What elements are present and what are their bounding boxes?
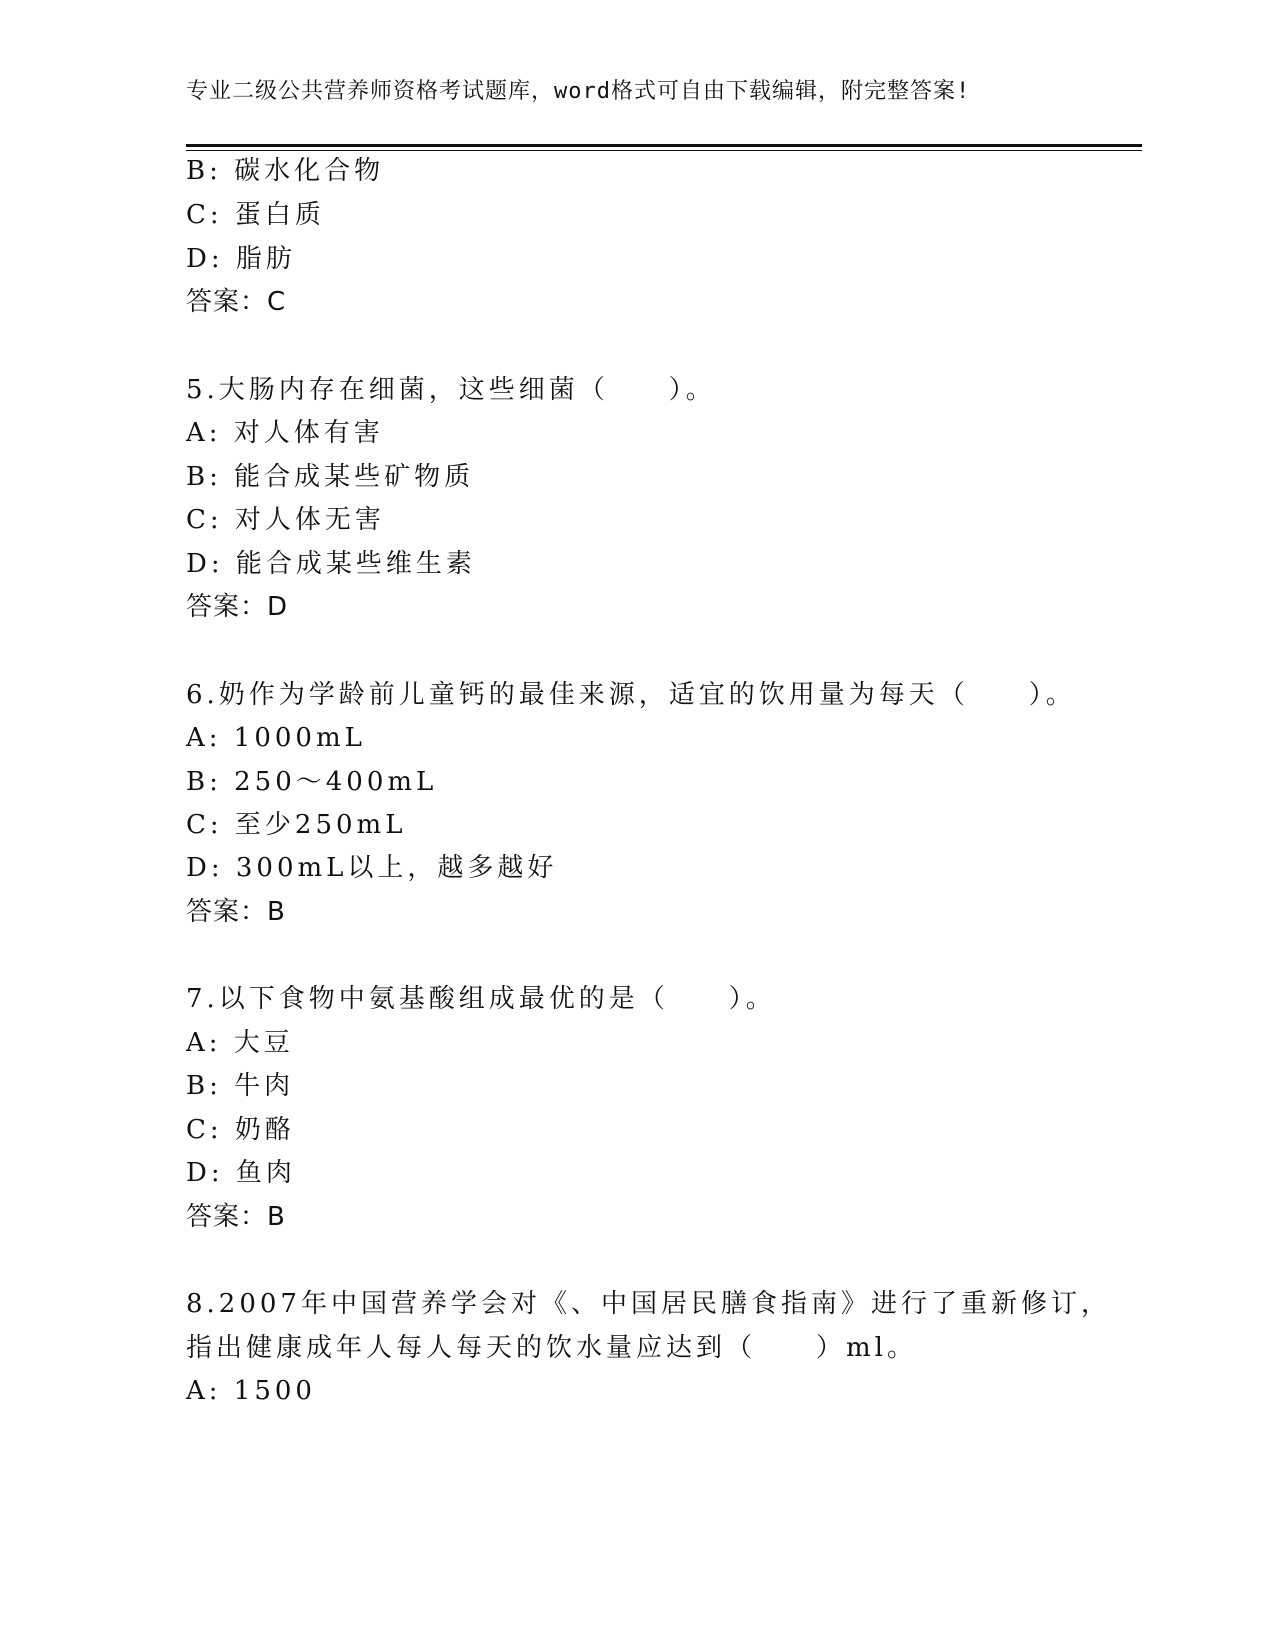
q4-option-b: B: 碳水化合物 xyxy=(186,156,385,186)
q6-question: 6.奶作为学龄前儿童钙的最佳来源，适宜的饮用量为每天（ ）。 xyxy=(186,680,1076,710)
q6-option-b: B: 250～400mL xyxy=(186,767,438,797)
q7-option-d: D: 鱼肉 xyxy=(186,1158,296,1188)
q6-option-a: A: 1000mL xyxy=(186,723,366,753)
q4-answer: 答案：C xyxy=(186,287,287,317)
q5-option-b: B: 能合成某些矿物质 xyxy=(186,462,475,492)
header-rule-thin xyxy=(186,150,1142,151)
q7-answer: 答案：B xyxy=(186,1202,286,1232)
q7-option-b: B: 牛肉 xyxy=(186,1071,295,1101)
page-header: 专业二级公共营养师资格考试题库，word格式可自由下载编辑，附完整答案! xyxy=(186,79,971,104)
q8-option-a: A: 1500 xyxy=(186,1376,316,1406)
q6-answer: 答案：B xyxy=(186,897,286,927)
q7-option-c: C: 奶酪 xyxy=(186,1115,295,1145)
q8-question-line2: 指出健康成年人每人每天的饮水量应达到（ ）ml。 xyxy=(186,1333,917,1363)
q6-option-d: D: 300mL以上，越多越好 xyxy=(186,853,558,883)
q5-option-c: C: 对人体无害 xyxy=(186,505,385,535)
q7-question: 7.以下食物中氨基酸组成最优的是（ ）。 xyxy=(186,984,776,1014)
q4-option-c: C: 蛋白质 xyxy=(186,200,325,230)
q5-answer: 答案：D xyxy=(186,592,289,622)
q6-option-c: C: 至少250mL xyxy=(186,810,407,840)
q5-question: 5.大肠内存在细菌，这些细菌（ ）。 xyxy=(186,375,716,405)
q5-option-d: D: 能合成某些维生素 xyxy=(186,549,476,579)
header-rule-thick xyxy=(186,144,1142,147)
q5-option-a: A: 对人体有害 xyxy=(186,418,384,448)
q8-question-line1: 8.2007年中国营养学会对《、中国居民膳食指南》进行了重新修订， xyxy=(186,1289,1111,1319)
q4-option-d: D: 脂肪 xyxy=(186,244,296,274)
q7-option-a: A: 大豆 xyxy=(186,1028,294,1058)
